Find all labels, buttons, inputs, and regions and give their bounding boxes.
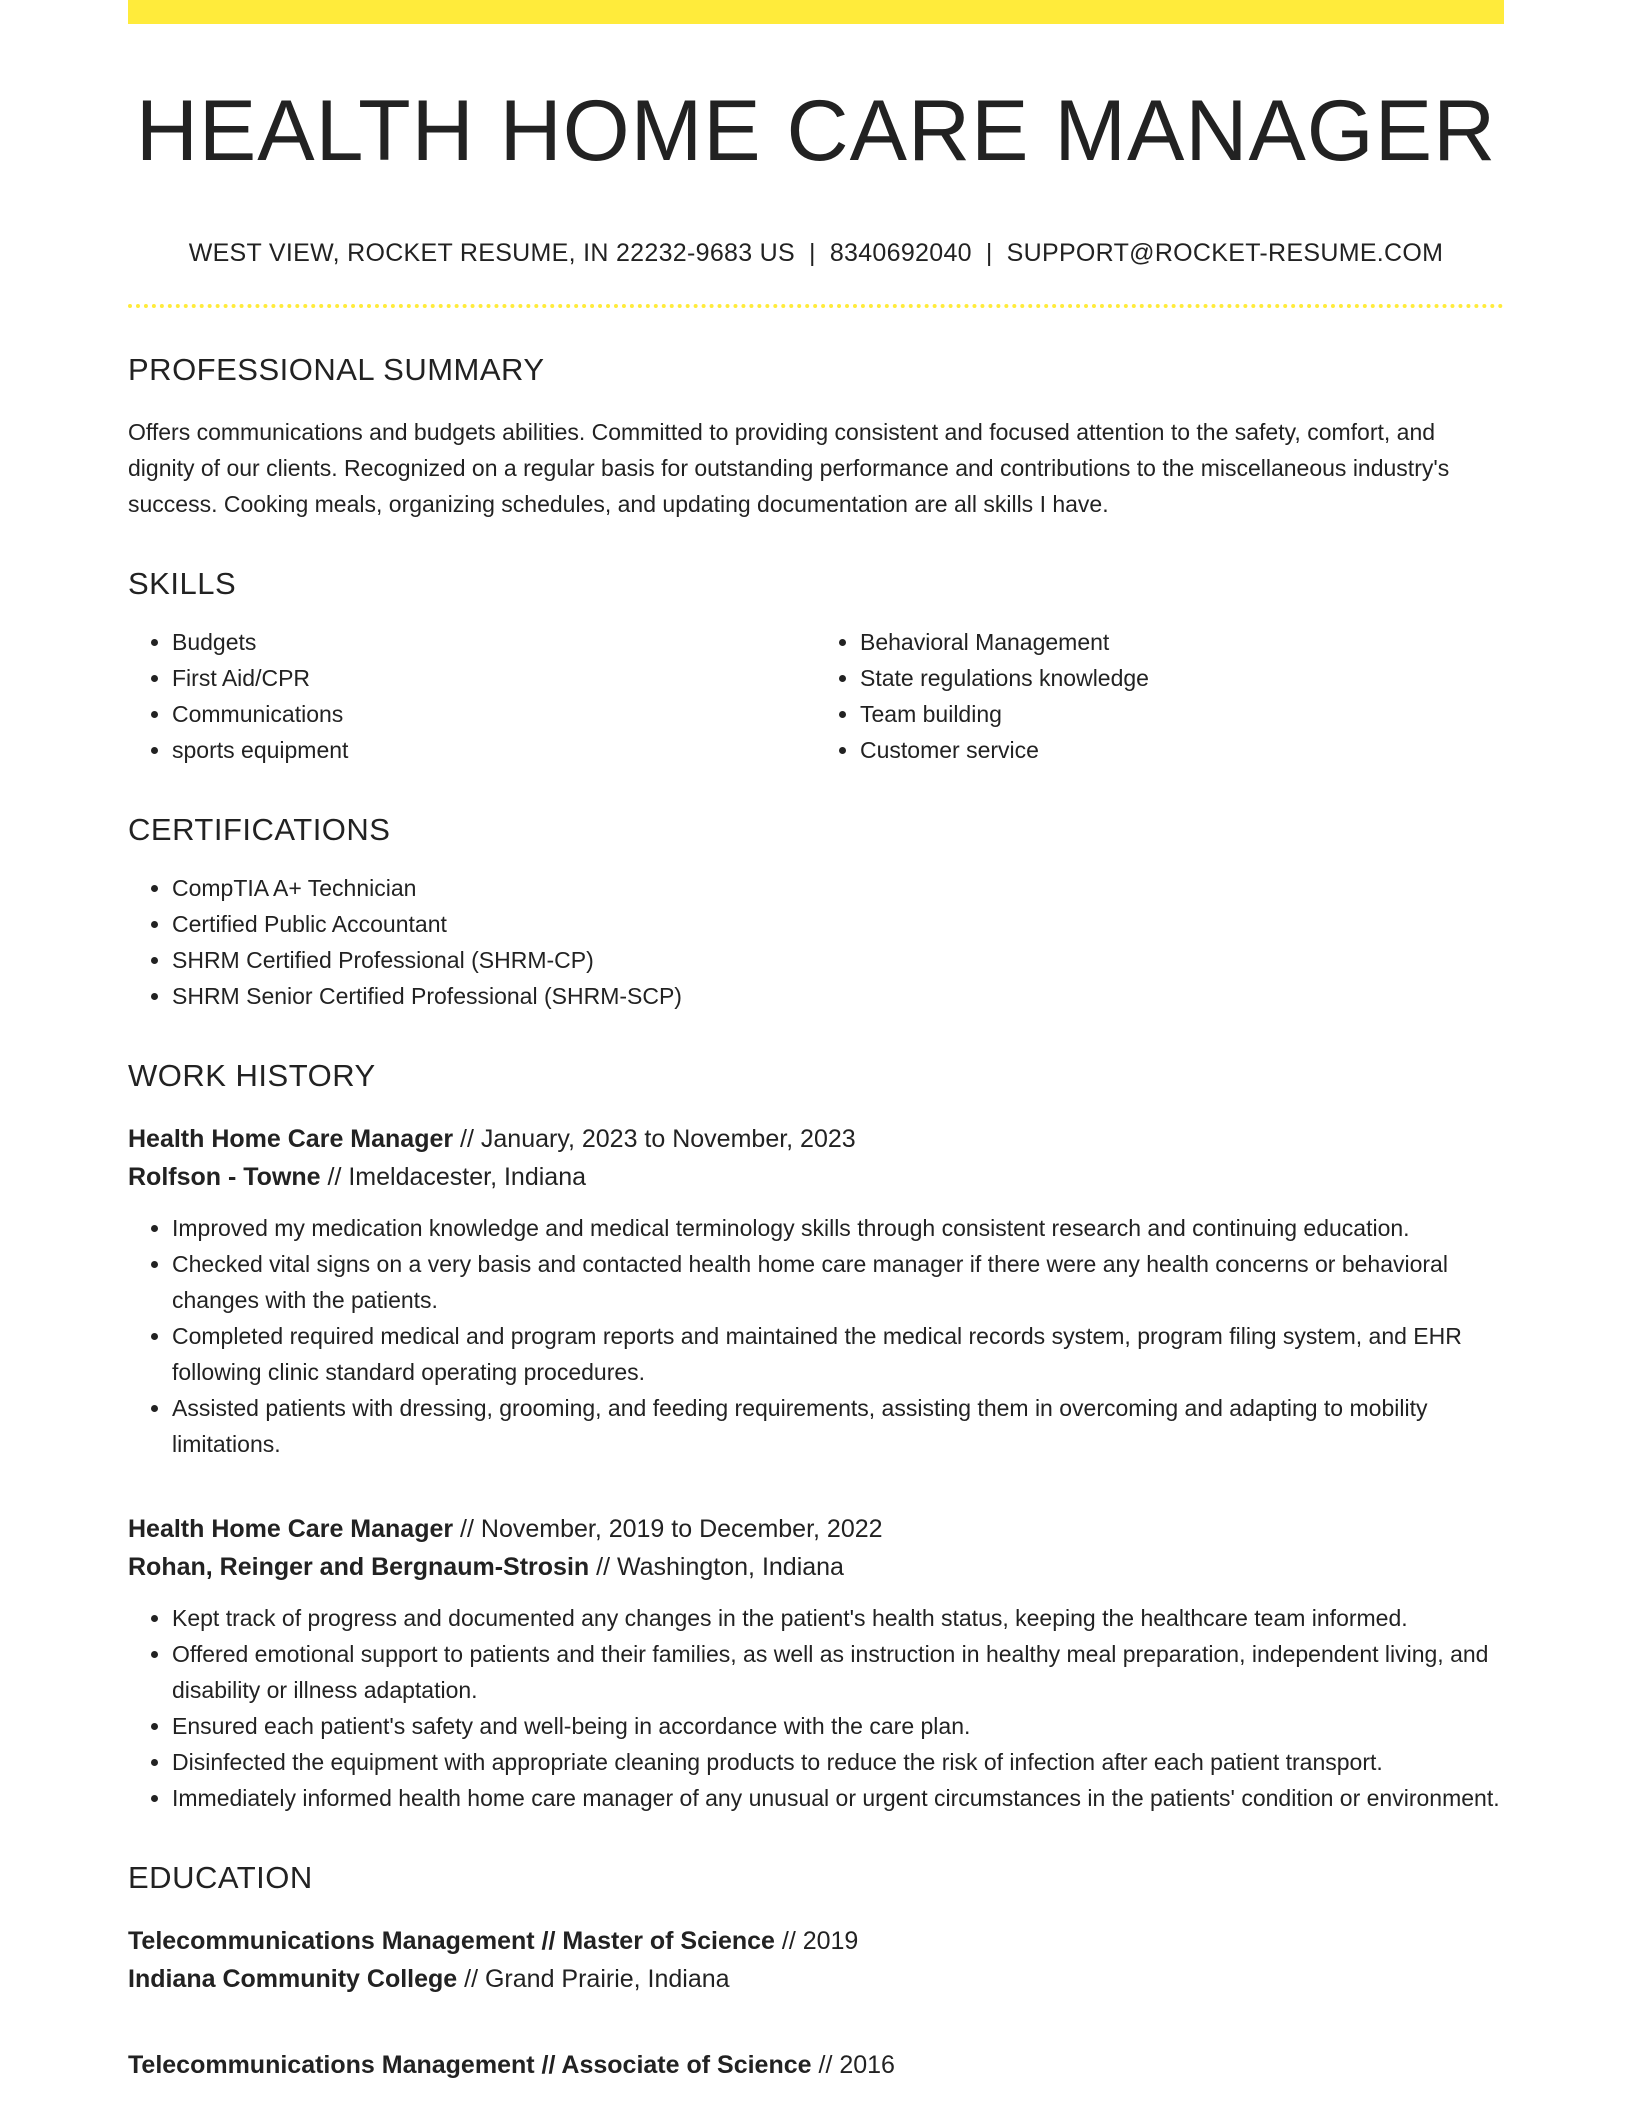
education-location: // Grand Prairie, Indiana (457, 1964, 730, 1993)
job-bullet: • Offered emotional support to patients and their families, as well as instruction in healthy meal preparation, independent living, and disability or illness adaptation. (172, 1636, 1504, 1708)
job-bullets (128, 1600, 1504, 1816)
skill-item: • Budgets (172, 624, 816, 660)
job-location: // Imeldacester, Indiana (320, 1162, 587, 1191)
skill-item: • Communications (172, 696, 816, 732)
education-entry (128, 1922, 1504, 1998)
job-bullet: • Disinfected the equipment with appropriate cleaning products to reduce the risk of infection after each patient transport. (172, 1744, 1504, 1780)
education-entry (128, 2046, 1504, 2084)
skill-item: • First Aid/CPR (172, 660, 816, 696)
section-heading-skills: SKILLS (128, 565, 237, 601)
education-degree: Telecommunications Management // Master of Science (128, 1926, 775, 1955)
skill-item: • Behavioral Management (860, 624, 1504, 660)
job-company: Rolfson - Towne (128, 1162, 321, 1191)
skill-item: • sports equipment (172, 732, 816, 768)
job-title: Health Home Care Manager (128, 1124, 454, 1153)
education-degree: Telecommunications Management // Associate of Science (128, 2050, 812, 2079)
section-heading-education: EDUCATION (128, 1859, 313, 1895)
job-title-line (128, 1510, 1504, 1548)
section-heading-summary: PROFESSIONAL SUMMARY (128, 351, 545, 387)
contact-separator: | (809, 238, 816, 267)
job-bullet: • Ensured each patient's safety and well-being in accordance with the care plan. (172, 1708, 1504, 1744)
resume-name: HEALTH HOME CARE MANAGER (135, 83, 1497, 179)
job-location: // Washington, Indiana (589, 1552, 844, 1581)
summary-text: Offers communications and budgets abilities. Committed to providing consistent and focused attention to the safety, comfort, and dignity of our clients. Recognized on a regular basis for outstanding performance and contributions to the miscellaneous industry's success. Cooking meals, organizing schedules, and updating documentation are all skills I have. (128, 418, 1450, 517)
contact-line (128, 239, 1504, 268)
job-dates: // November, 2019 to December, 2022 (453, 1514, 883, 1543)
job-bullet: • Immediately informed health home care manager of any unusual or urgent circumstances in the patients' condition or environment. (172, 1780, 1504, 1816)
top-accent-bar (128, 0, 1504, 24)
certifications-list (128, 870, 1504, 1014)
contact-separator: | (985, 238, 993, 267)
job-bullets (128, 1210, 1504, 1462)
education-degree-line (128, 2046, 1504, 2084)
job-bullet: • Kept track of progress and documented any changes in the patient's health status, keeping the healthcare team informed. (172, 1600, 1504, 1636)
skills-list-right (816, 624, 1504, 768)
job-entry (128, 1510, 1504, 1816)
certification-item: • SHRM Certified Professional (SHRM-CP) (172, 942, 1504, 978)
dotted-divider (128, 304, 1504, 308)
certification-item: • CompTIA A+ Technician (172, 870, 1504, 906)
skill-item: • State regulations knowledge (860, 660, 1504, 696)
job-entry (128, 1120, 1504, 1462)
education-year: // 2016 (811, 2050, 895, 2079)
contact-address: WEST VIEW, ROCKET RESUME, IN 22232-9683 US (188, 238, 796, 267)
job-bullet: • Completed required medical and program reports and maintained the medical records system, program filing system, and EHR following clinic standard operating procedures. (172, 1318, 1504, 1390)
education-school: Indiana Community College (128, 1964, 458, 1993)
job-title-line (128, 1120, 1504, 1158)
skill-item: • Team building (860, 696, 1504, 732)
certification-item: • SHRM Senior Certified Professional (SHRM-SCP) (172, 978, 1504, 1014)
job-bullet: • Checked vital signs on a very basis and contacted health home care manager if there were any health concerns or behavioral changes with the patients. (172, 1246, 1504, 1318)
skills-list-left (128, 624, 816, 768)
contact-phone: 8340692040 (829, 238, 972, 267)
job-dates: // January, 2023 to November, 2023 (453, 1124, 856, 1153)
skill-item: • Customer service (860, 732, 1504, 768)
contact-email: SUPPORT@ROCKET-RESUME.COM (1006, 238, 1444, 267)
job-company: Rohan, Reinger and Bergnaum-Strosin (128, 1552, 590, 1581)
job-bullet: • Assisted patients with dressing, grooming, and feeding requirements, assisting them in overcoming and adapting to mobility limitations. (172, 1390, 1504, 1462)
section-heading-work-history: WORK HISTORY (128, 1057, 376, 1093)
resume-page (128, 0, 1504, 2084)
education-year: // 2019 (774, 1926, 859, 1955)
section-heading-certifications: CERTIFICATIONS (128, 811, 391, 847)
education-degree-line (128, 1922, 1504, 1960)
certification-item: • Certified Public Accountant (172, 906, 1504, 942)
job-company-line (128, 1158, 1504, 1196)
education-school-line (128, 1960, 1504, 1998)
job-company-line (128, 1548, 1504, 1586)
job-bullet: • Improved my medication knowledge and medical terminology skills through consistent research and continuing education. (172, 1210, 1504, 1246)
job-title: Health Home Care Manager (128, 1514, 454, 1543)
skills-grid (128, 602, 1504, 768)
